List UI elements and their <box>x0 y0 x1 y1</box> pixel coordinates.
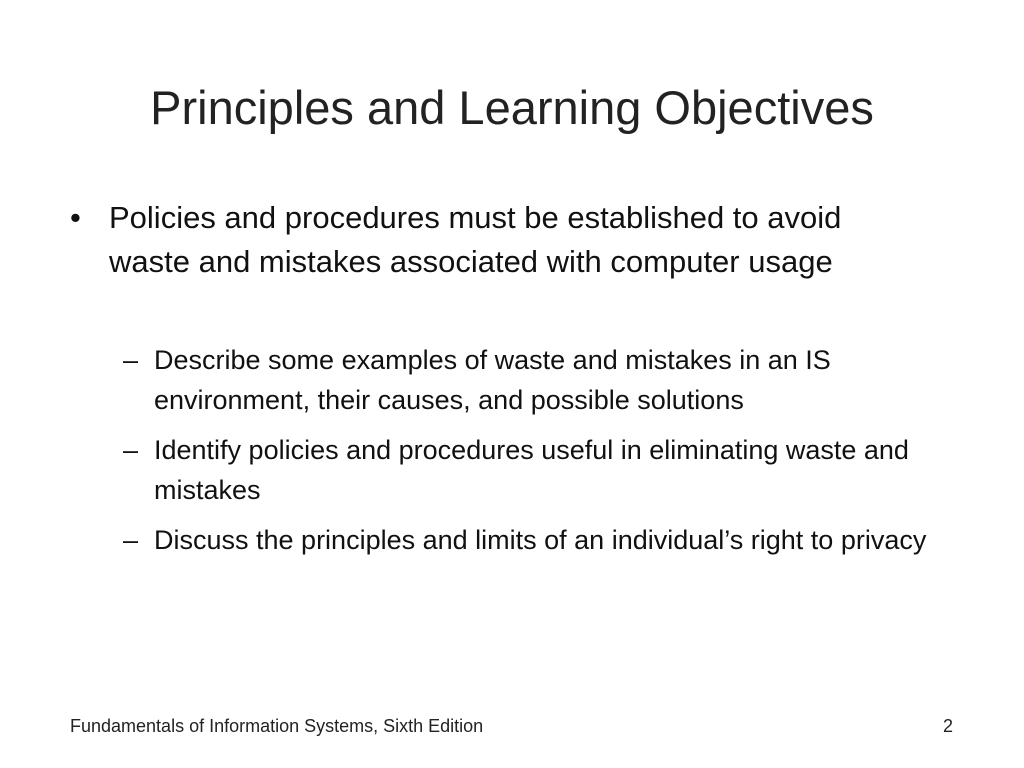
sub-bullet-item <box>123 430 953 510</box>
sub-bullet-list <box>123 340 953 570</box>
footer-page-number: 2 <box>942 716 953 736</box>
dash-marker: – <box>123 525 139 555</box>
sub-bullet-text: Discuss the principles and limits of an individual’s right to privacy <box>154 525 927 555</box>
footer-book-title: Fundamentals of Information Systems, Sixth Edition <box>70 716 484 736</box>
sub-bullet-item <box>123 520 953 560</box>
dash-marker: – <box>123 435 139 465</box>
bullet-marker: • <box>70 200 81 235</box>
slide-title: Principles and Learning Objectives <box>150 81 874 134</box>
sub-bullet-item <box>123 340 953 420</box>
main-bullet-text: Policies and procedures must be established to avoid waste and mistakes associated with computer usage <box>109 200 842 279</box>
dash-marker: – <box>123 345 139 375</box>
main-bullet <box>70 196 910 284</box>
sub-bullet-text: Describe some examples of waste and mistakes in an IS environment, their causes, and possible solutions <box>154 345 831 415</box>
sub-bullet-text: Identify policies and procedures useful in eliminating waste and mistakes <box>154 435 909 505</box>
